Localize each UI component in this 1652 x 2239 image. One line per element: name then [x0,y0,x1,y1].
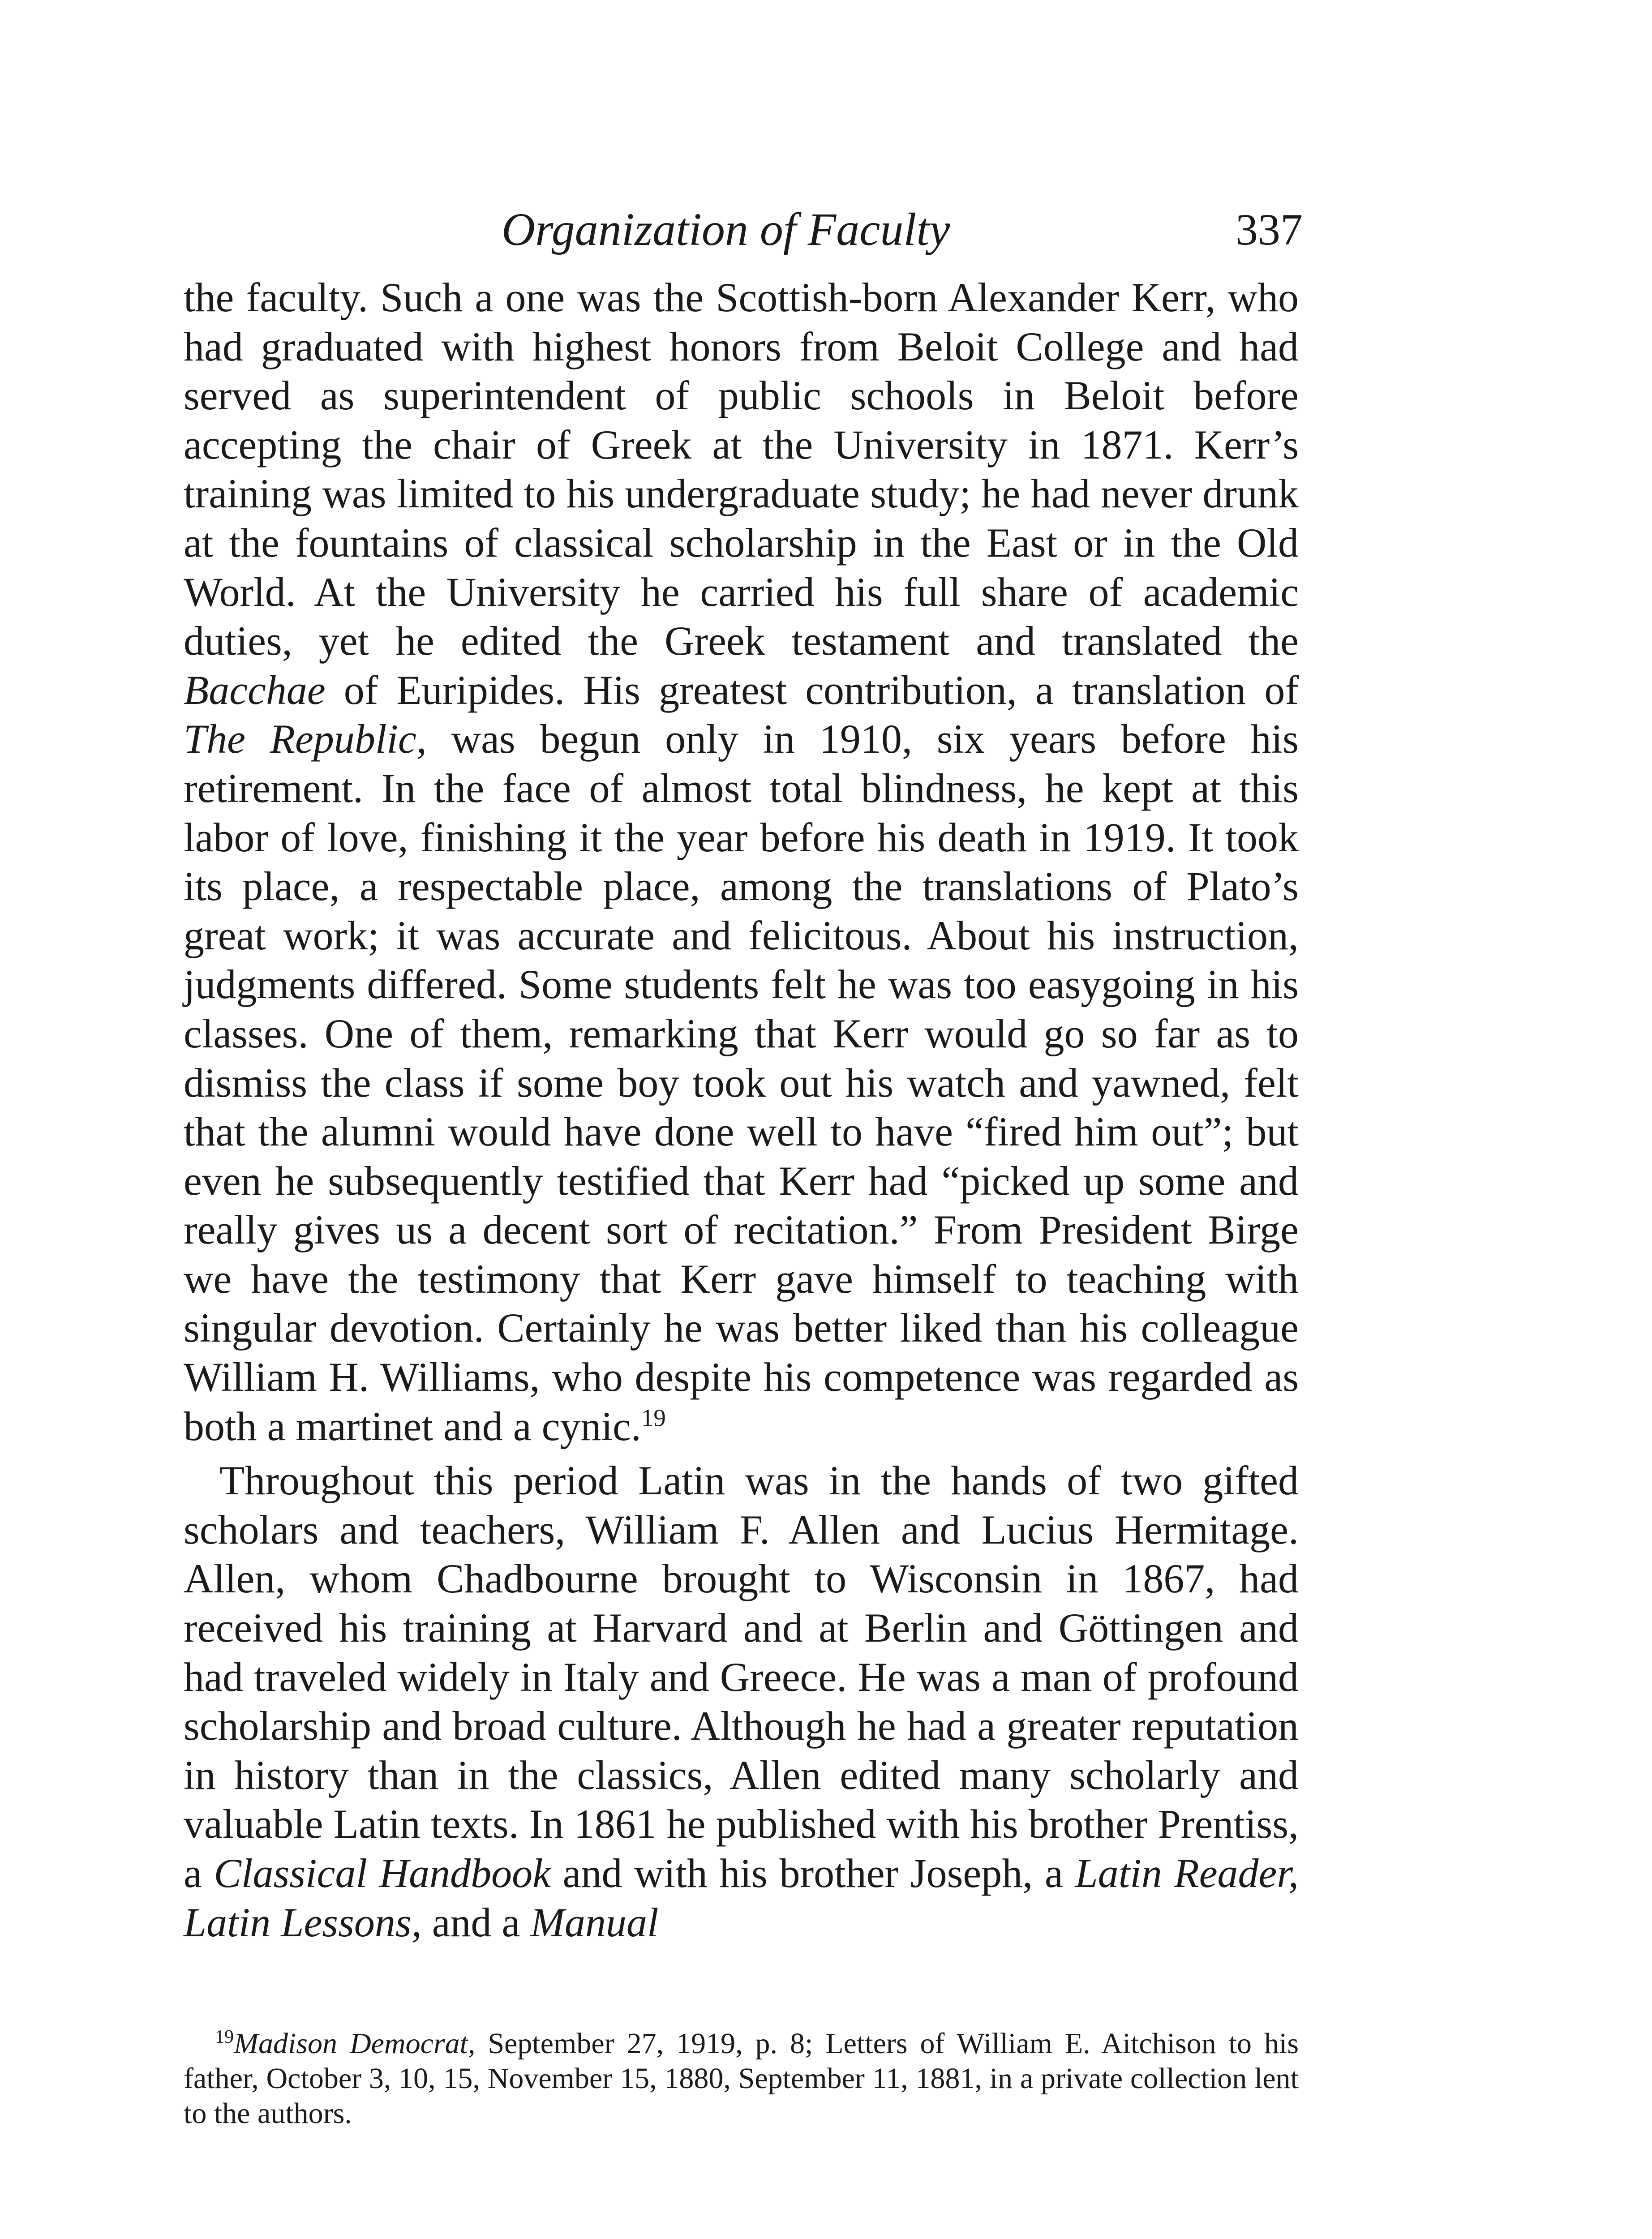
italic-title-latin-reader: Latin Reader, Latin Lessons, [184,1850,1299,1945]
footnote-marker: 19 [215,2027,234,2047]
paragraph-kerr [184,273,1299,1451]
italic-title-republic: The Republic, [184,716,427,762]
page-header [0,201,1652,259]
running-title: Organization of Faculty [502,204,950,255]
paragraph-text: of Euripides. His greatest contribution, a translation of [325,667,1299,713]
paragraph-text: was begun only in 1910, six years before his retirement. In the face of almost total blindness, he kept at this labor of love, finishing it the year before his death in 1919. It took its place, a respectable place, among the translations of Plato’s great work; it was accurate and felicitous. About his instruction, judgments differed. Some students felt he was too easygoing in his classes. One of them, remarking that Kerr would go so far as to dismiss the class if some boy took out his watch and yawned, felt that the alumni would have done well to have “fired him out”; but even he subsequently testified that Kerr had “picked up some and really gives us a decent sort of recitation.” From President Birge we have the testimony that Kerr gave himself to teaching with singular devotion. Certainly he was better liked than his colleague William H. Williams, who despite his competence was regarded as both a martinet and a cynic. [184,716,1299,1449]
footnote [184,2026,1299,2131]
italic-title-manual: Manual [530,1899,659,1945]
paragraph-text: and with his brother Joseph, a [550,1850,1075,1896]
paragraph-text: and a [421,1899,531,1945]
page-number: 337 [1236,205,1303,254]
body-text [184,273,1299,1947]
footnote-reference: 19 [641,1404,666,1431]
footnote-text: September 27, 1919, p. 8; Letters of William E. Aitchison to his father, October 3, 10, 15, November 15, 1880, September 11, 1881, in a private collection lent to the authors. [184,2027,1299,2130]
italic-title-bacchae: Bacchae [184,667,326,713]
paragraph-text: the faculty. Such a one was the Scottish-born Alexander Kerr, who had graduated with highest honors from Beloit College and had served as superintendent of public schools in Beloit before accepting the chair of Greek at the University in 1871. Kerr’s training was limited to his undergraduate study; he had never drunk at the fountains of classical scholarship in the East or in the Old World. At the University he carried his full share of academic duties, yet he edited the Greek testament and translated the [184,275,1299,664]
paragraph-text: Throughout this period Latin was in the hands of two gifted scholars and teachers, William F. Allen and Lucius Hermitage. Allen, whom Chadbourne brought to Wisconsin in 1867, had received his training at Harvard and at Berlin and Göttingen and had traveled widely in Italy and Greece. He was a man of profound scholarship and broad culture. Although he had a greater reputation in history than in the classics, Allen edited many scholarly and valuable Latin texts. In 1861 he published with his brother Prentiss, a [184,1458,1299,1896]
italic-title-classical-handbook: Classical Handbook [214,1850,551,1896]
paragraph-latin [184,1456,1299,1947]
footnote-source: Madison Democrat, [234,2027,476,2060]
